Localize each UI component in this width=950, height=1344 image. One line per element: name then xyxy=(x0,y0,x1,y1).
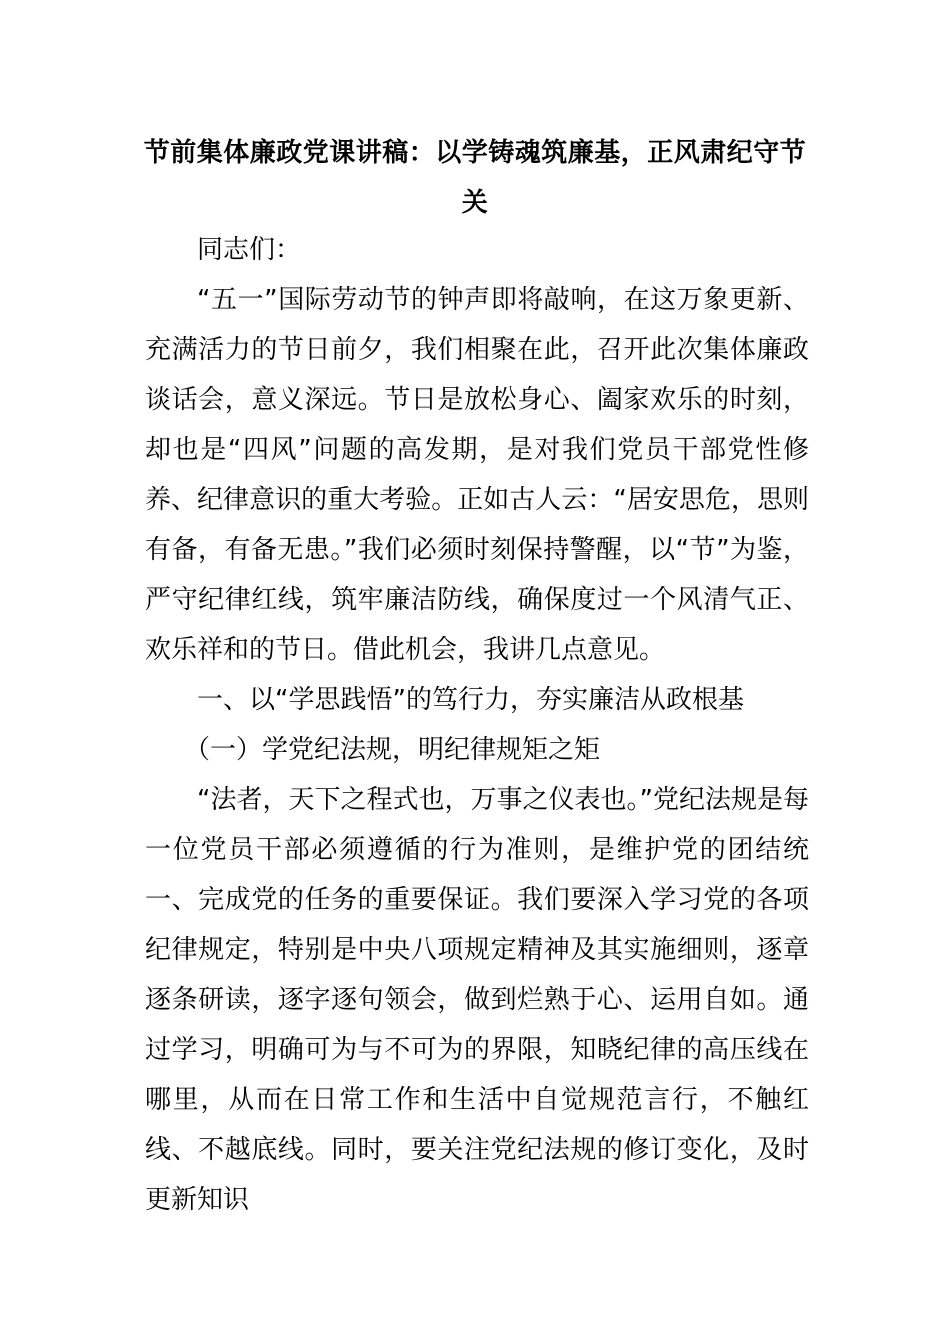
document-body xyxy=(145,225,809,1225)
subsection-heading: （一）学党纪法规，明纪律规矩之矩 xyxy=(184,735,601,765)
section-heading: 一、以“学思践悟”的笃行力，夯实廉洁从政根基 xyxy=(197,685,744,715)
document-title: 节前集体廉政党课讲稿：以学铸魂筑廉基，正风肃纪守节关 xyxy=(143,138,807,218)
salutation: 同志们： xyxy=(197,235,302,265)
section-paragraph: “法者，天下之程式也，万事之仪表也。”党纪法规是每一位党员干部必须遵循的行为准则，是维护党的团结统一、完成党的任务的重要保证。我们要深入学习党的各项纪律规定，特别是中央八项规定精神及其实施细则，逐章逐条研读，逐字逐句领会，做到烂熟于心、运用自如。通过学习，明确可为与不可为的界限，知晓纪律的高压线在哪里，从而在日常工作和生活中自觉规范言行，不触红线、不越底线。同时，要关注党纪法规的修订变化，及时更新知识 xyxy=(145,785,809,1215)
body-paragraph: “五一”国际劳动节的钟声即将敲响，在这万象更新、充满活力的节日前夕，我们相聚在此，召开此次集体廉政谈话会，意义深远。节日是放松身心、阖家欢乐的时刻，却也是“四风”问题的高发期，是对我们党员干部党性修养、纪律意识的重大考验。正如古人云：“居安思危，思则有备，有备无患。”我们必须时刻保持警醒，以“节”为鉴，严守纪律红线，筑牢廉洁防线，确保度过一个风清气正、欢乐祥和的节日。借此机会，我讲几点意见。 xyxy=(145,285,809,665)
